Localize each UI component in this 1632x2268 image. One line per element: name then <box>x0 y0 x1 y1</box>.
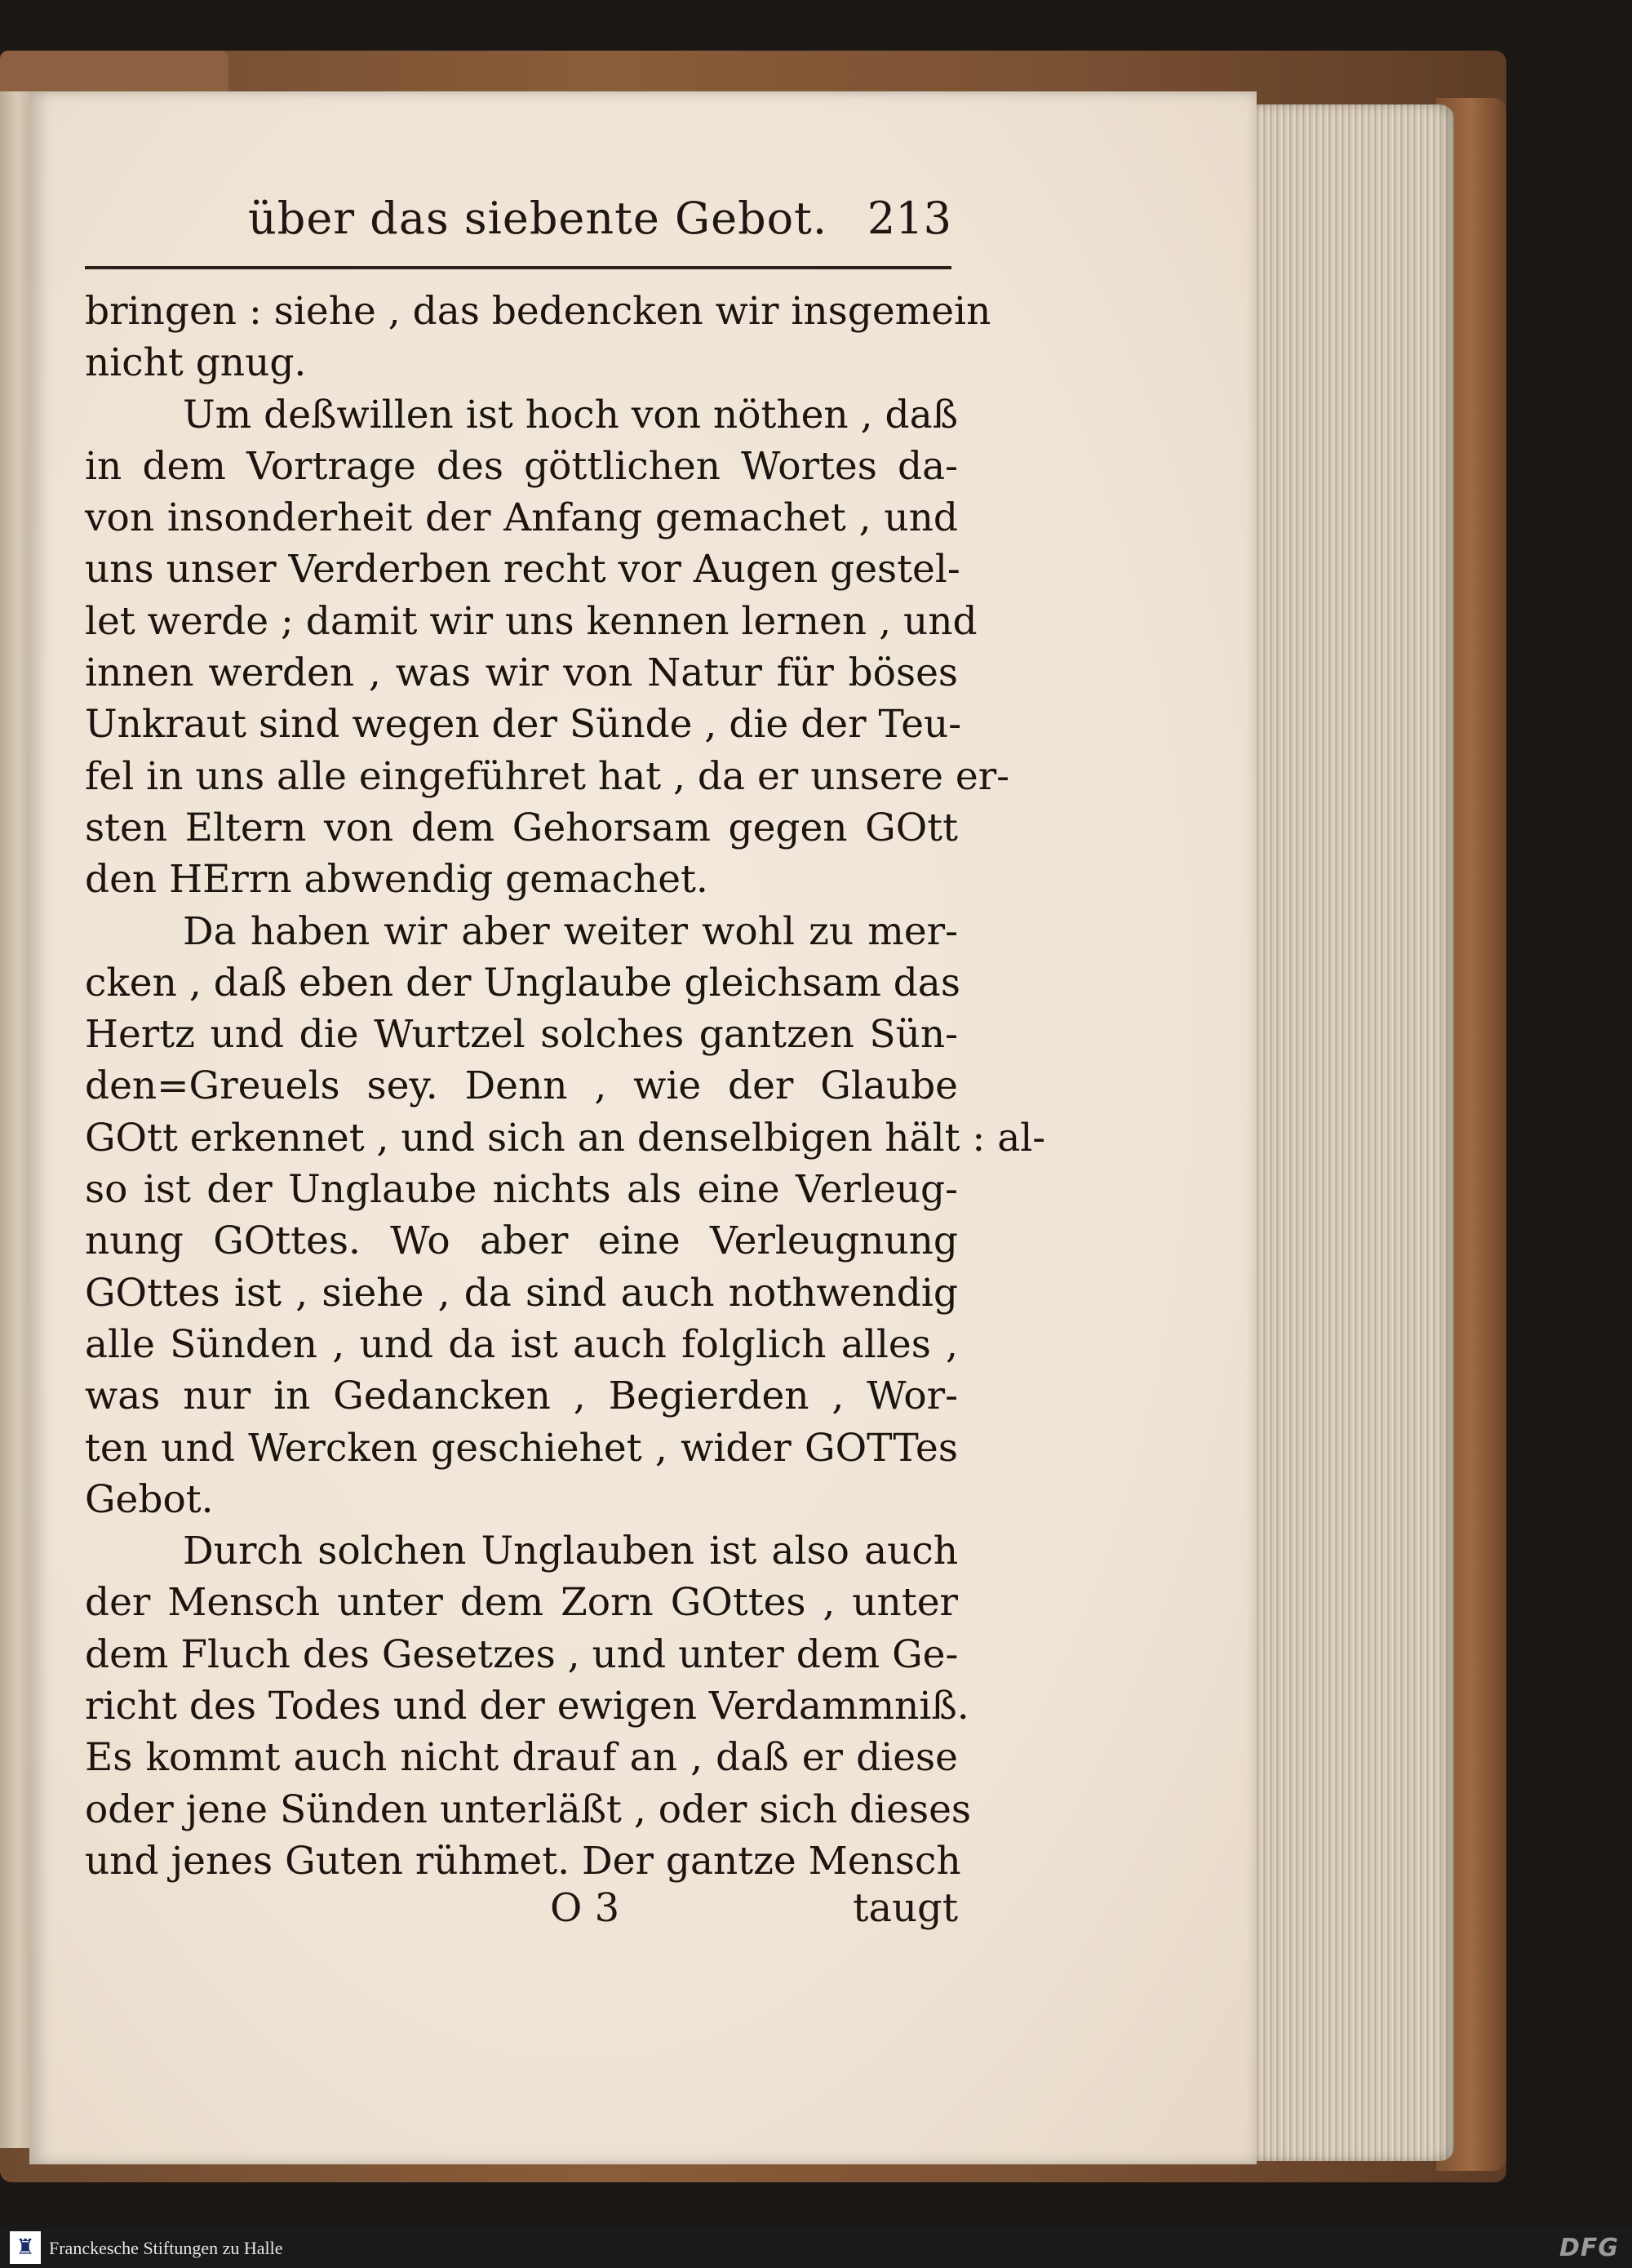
text-line: in dem Vortrage des göttlichen Wortes da- <box>85 443 958 489</box>
text-line: let werde ; damit wir uns kennen lernen , und <box>85 598 978 644</box>
text-line: richt des Todes und der ewigen Verdammniß. <box>85 1684 969 1729</box>
text-line: bringen : siehe , das bedencken wir insgemein <box>85 289 991 334</box>
page-number: 213 <box>867 193 951 244</box>
text-line: Es kommt auch nicht drauf an , daß er diese <box>85 1735 958 1781</box>
text-line: oder jene Sünden unterläßt , oder sich dieses <box>85 1786 972 1832</box>
text-line: so ist der Unglaube nichts als eine Verleug- <box>85 1167 958 1213</box>
text-line: sten Eltern von dem Gehorsam gegen GOtt <box>85 805 958 850</box>
page-footer <box>85 1885 958 1951</box>
text-line: nicht gnug. <box>85 340 307 386</box>
text-line: von insonderheit der Anfang gemachet , und <box>85 495 958 541</box>
text-line: dem Fluch des Gesetzes , und unter dem Ge- <box>85 1631 959 1677</box>
text-line: GOtt erkennet , und sich an denselbigen hält : al- <box>85 1115 1046 1161</box>
text-line: GOttes ist , siehe , da sind auch nothwendig <box>85 1270 958 1316</box>
text-line: ten und Wercken geschiehet , wider GOTTes <box>85 1425 958 1471</box>
running-title: über das siebente Gebot. <box>248 193 828 244</box>
text-line: cken , daß eben der Unglaube gleichsam das <box>85 960 960 1005</box>
dfg-logo: DFG <box>1559 2234 1619 2262</box>
text-line: alle Sünden , und da ist auch folglich alles , <box>85 1321 958 1367</box>
credit-bar <box>0 2228 1632 2268</box>
text-line: Hertz und die Wurtzel solches gantzen Sün- <box>85 1012 958 1058</box>
body-text <box>85 286 1046 1887</box>
institution-name: Franckesche Stiftungen zu Halle <box>49 2238 283 2258</box>
header-rule <box>85 266 951 269</box>
text-line: der Mensch unter dem Zorn GOttes , unter <box>85 1580 958 1626</box>
page-block-edges <box>1240 104 1454 2161</box>
catchword: taugt <box>853 1885 958 1931</box>
text-line: Gebot. <box>85 1476 214 1522</box>
text-line: nung GOttes. Wo aber eine Verleugnung <box>85 1218 958 1264</box>
institution-logo-icon: ♜ <box>10 2231 41 2264</box>
text-line: fel in uns alle eingeführet hat , da er unsere er- <box>85 753 1010 799</box>
text-line: Um deßwillen ist hoch von nöthen , daß <box>183 392 959 437</box>
page-header <box>85 193 951 258</box>
text-line: Durch solchen Unglauben ist also auch <box>183 1529 958 1574</box>
text-line: innen werden , was wir von Natur für böses <box>85 650 958 696</box>
text-line: uns unser Verderben recht vor Augen gestel- <box>85 547 960 593</box>
text-line: Da haben wir aber weiter wohl zu mer- <box>183 908 958 954</box>
text-line: was nur in Gedancken , Begierden , Wor- <box>85 1374 958 1419</box>
previous-page-edge <box>0 91 29 2148</box>
text-line: den=Greuels sey. Denn , wie der Glaube <box>85 1063 958 1109</box>
signature-mark: O 3 <box>550 1885 620 1931</box>
text-line: und jenes Guten rühmet. Der gantze Mensch <box>85 1838 961 1884</box>
text-line: den HErrn abwendig gemachet. <box>85 857 708 903</box>
text-line: Unkraut sind wegen der Sünde , die der Teu- <box>85 702 962 748</box>
